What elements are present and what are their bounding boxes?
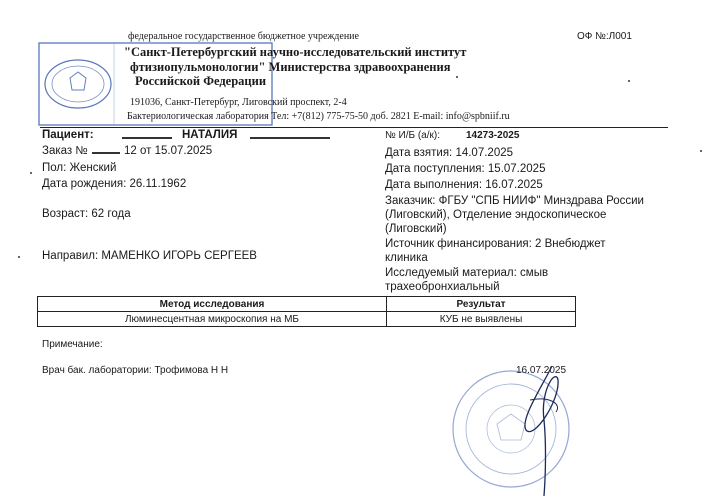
note-label: Примечание: bbox=[42, 339, 103, 350]
scan-artifact bbox=[456, 76, 458, 78]
date-received: Дата поступления: 15.07.2025 bbox=[385, 163, 546, 175]
org-type: федеральное государственное бюджетное учреждение bbox=[128, 31, 359, 42]
scan-artifact bbox=[30, 172, 32, 174]
patient-name: НАТАЛИЯ bbox=[182, 129, 238, 141]
results-table bbox=[37, 296, 576, 327]
results-header-row bbox=[38, 297, 576, 312]
method-cell: Люминесцентная микроскопия на МБ bbox=[38, 312, 387, 327]
redaction-mark bbox=[92, 152, 120, 154]
institute-address: 191036, Санкт-Петербург, Лиговский проспект, 2-4 bbox=[130, 97, 347, 108]
material-line1: Исследуемый материал: смыв bbox=[385, 267, 549, 279]
date-taken: Дата взятия: 14.07.2025 bbox=[385, 147, 514, 159]
redaction-mark bbox=[122, 137, 172, 139]
customer-line3: (Лиговский) bbox=[385, 223, 447, 235]
date-completed: Дата выполнения: 16.07.2025 bbox=[385, 179, 543, 191]
scan-artifact bbox=[628, 80, 630, 82]
result-cell: КУБ не выявлены bbox=[387, 312, 576, 327]
lab-contacts: Бактериологическая лаборатория Тел: +7(812) 775-75-50 доб. 2821 E-mail: info@spbniif.ru bbox=[127, 111, 510, 122]
customer-line1: Заказчик: ФГБУ "СПБ НИИФ" Минздрава России bbox=[385, 195, 644, 207]
signature bbox=[500, 360, 580, 498]
signature-date: 16.07.2025 bbox=[516, 365, 567, 376]
funding-line2: клиника bbox=[385, 252, 428, 264]
form-code: ОФ №:Л001 bbox=[577, 31, 632, 42]
method-header: Метод исследования bbox=[38, 297, 387, 312]
result-header: Результат bbox=[387, 297, 576, 312]
referring-doctor: Направил: МАМЕНКО ИГОРЬ СЕРГЕЕВ bbox=[42, 250, 257, 262]
institute-name-line2: фтизиопульмонологии" Министерства здравоохранения bbox=[130, 60, 451, 74]
ib-number: 14273-2025 bbox=[466, 130, 520, 141]
patient-label: Пациент: bbox=[42, 129, 94, 141]
redaction-mark bbox=[250, 137, 330, 139]
lab-doctor: Врач бак. лаборатории: Трофимова Н Н bbox=[42, 365, 229, 376]
order-prefix: Заказ № bbox=[42, 145, 88, 157]
institute-name-line1: "Санкт-Петербургский научно-исследовательский институт bbox=[124, 45, 467, 59]
patient-age: Возраст: 62 года bbox=[42, 208, 131, 220]
ib-label: № И/Б (а/к): bbox=[385, 130, 440, 141]
institute-name-line3: Российской Федерации bbox=[135, 74, 267, 88]
funding-line1: Источник финансирования: 2 Внебюджет bbox=[385, 238, 606, 250]
table-row bbox=[38, 312, 576, 327]
order-number: 12 от 15.07.2025 bbox=[124, 145, 213, 157]
customer-line2: (Лиговский), Отделение эндоскопическое bbox=[385, 209, 607, 221]
patient-sex: Пол: Женский bbox=[42, 162, 117, 174]
scan-artifact bbox=[700, 150, 702, 152]
scan-artifact bbox=[18, 256, 20, 258]
patient-dob: Дата рождения: 26.11.1962 bbox=[42, 178, 187, 190]
material-line2: трахеобронхиальный bbox=[385, 281, 500, 293]
header-divider bbox=[40, 127, 668, 128]
